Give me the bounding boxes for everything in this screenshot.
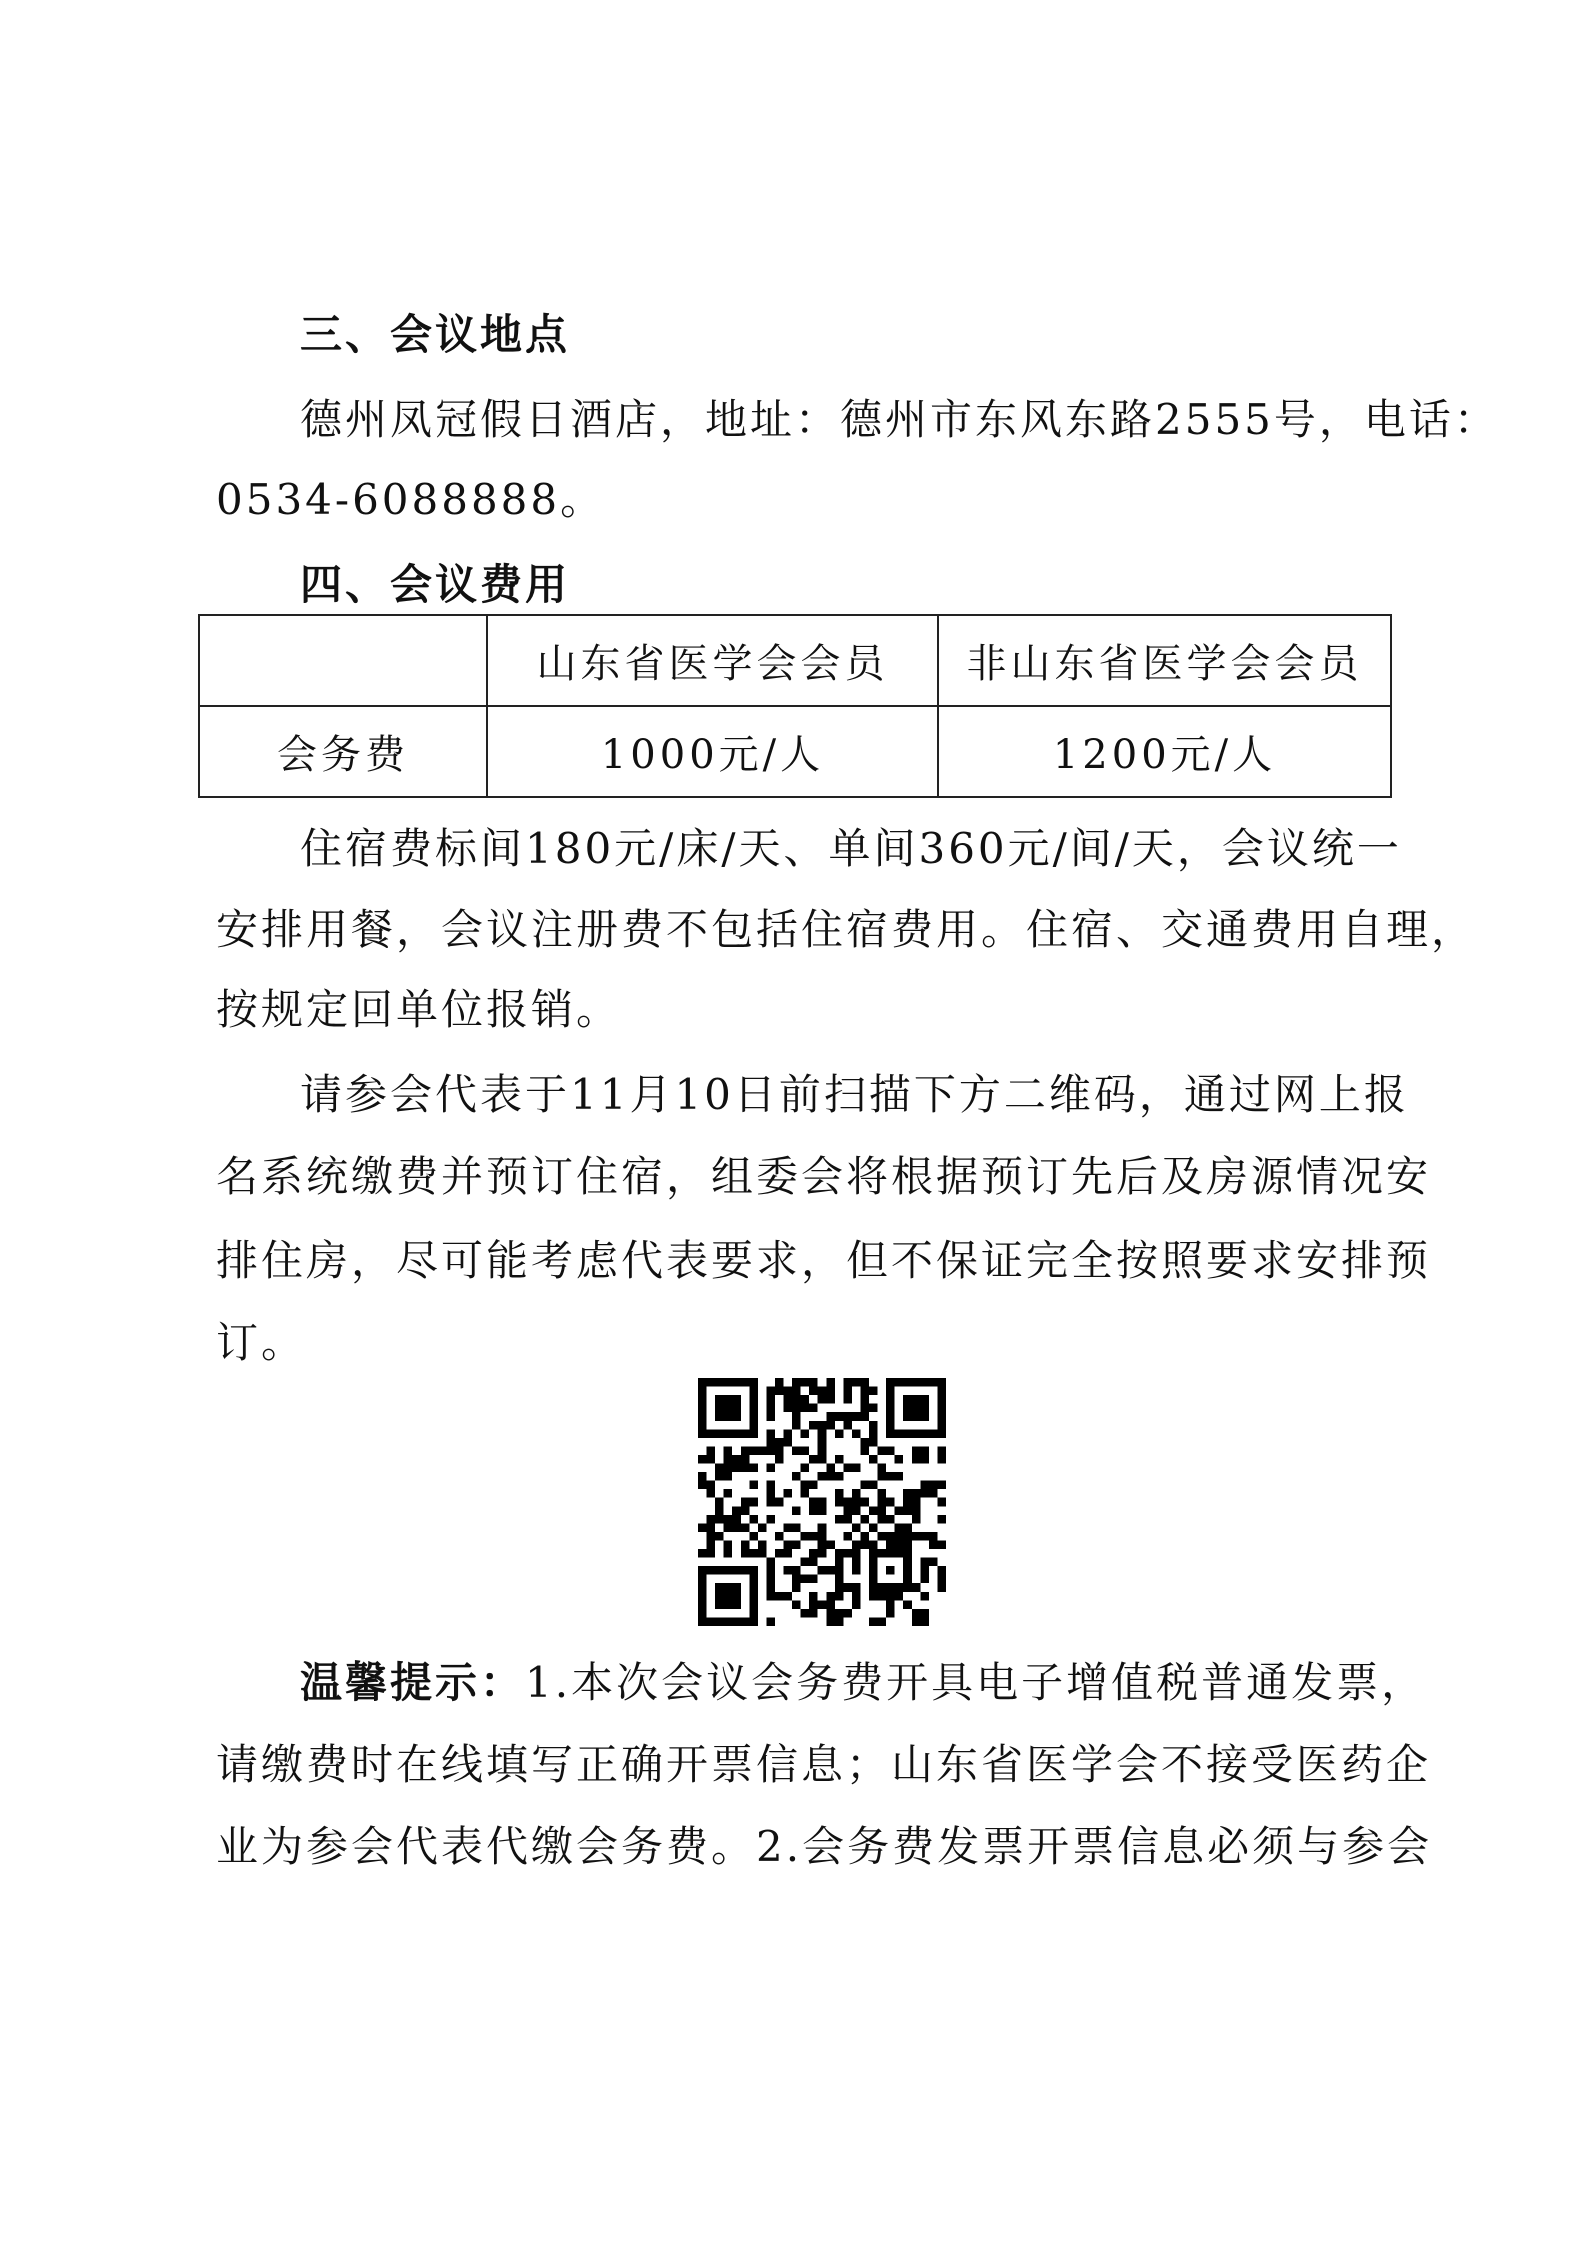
venue-paragraph-line-1: 德州凤冠假日酒店，地址：德州市东风东路2555号，电话：: [300, 395, 1499, 444]
registration-line-3: 排住房，尽可能考虑代表要求，但不保证完全按照要求安排预: [216, 1236, 1432, 1285]
qr-code-icon[interactable]: [698, 1378, 946, 1626]
tips-label: 温馨提示：: [300, 1658, 526, 1707]
registration-line-4: 订。: [216, 1318, 307, 1367]
tips-line-2: 请缴费时在线填写正确开票信息；山东省医学会不接受医药企: [216, 1740, 1432, 1789]
fee-table-member-fee: 1000元/人: [487, 706, 938, 797]
fee-table-non-member-fee: 1200元/人: [938, 706, 1391, 797]
section-heading-venue: 三、会议地点: [300, 310, 571, 359]
fee-table: [198, 614, 1392, 798]
tips-line-1-text: 1.本次会议会务费开具电子增值税普通发票，: [525, 1658, 1427, 1707]
venue-paragraph-line-2: 0534-6088888。: [216, 475, 606, 524]
accommodation-line-2: 安排用餐，会议注册费不包括住宿费用。住宿、交通费用自理，: [216, 905, 1477, 954]
fee-table-row: [199, 706, 1391, 797]
fee-table-header-empty: [199, 615, 487, 706]
registration-line-1: 请参会代表于11月10日前扫描下方二维码，通过网上报: [300, 1070, 1409, 1119]
fee-table-header-non-member: 非山东省医学会会员: [938, 615, 1391, 706]
tips-line-1: [300, 1658, 1427, 1708]
fee-table-header-row: [199, 615, 1391, 706]
section-heading-fees: 四、会议费用: [300, 560, 571, 609]
accommodation-line-3: 按规定回单位报销。: [216, 985, 622, 1034]
fee-table-row-label: 会务费: [199, 706, 487, 797]
fee-table-header-member: 山东省医学会会员: [487, 615, 938, 706]
registration-line-2: 名系统缴费并预订住宿，组委会将根据预订先后及房源情况安: [216, 1152, 1432, 1201]
accommodation-line-1: 住宿费标间180元/床/天、单间360元/间/天，会议统一: [300, 824, 1402, 873]
tips-line-3: 业为参会代表代缴会务费。2.会务费发票开票信息必须与参会: [216, 1822, 1433, 1871]
